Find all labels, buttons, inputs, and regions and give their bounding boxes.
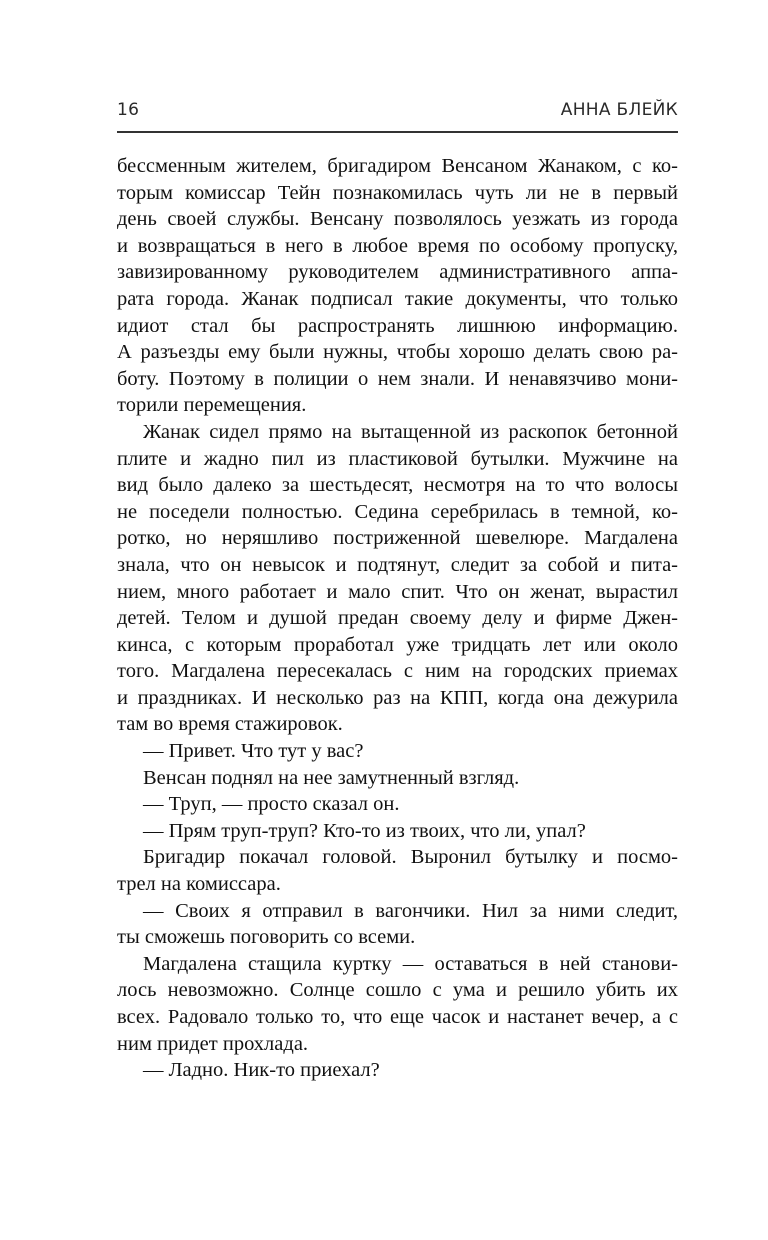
header-rule [117, 131, 678, 133]
text-line: Венсан поднял на нее замутненный взгляд. [143, 766, 520, 789]
text-line: — Привет. Что тут у вас? [143, 740, 364, 763]
text-line: Бригадир покачал головой. Выронил бутылку и посмо- [143, 846, 678, 869]
paragraph [117, 898, 678, 951]
text-line: — Своих я отправил в вагончики. Нил за ними следит, [143, 899, 678, 922]
text-line: и возвращаться в него в любое время по особому пропуску, [117, 234, 678, 257]
text-line: трел на комиссара. [117, 873, 281, 896]
author-name: АННА БЛЕЙК [560, 100, 678, 120]
text-line: знала, что он невысок и подтянут, следит за собой и пита- [117, 553, 678, 576]
text-line: Магдалена стащила куртку — оставаться в ней станови- [143, 952, 678, 975]
text-line: бессменным жителем, бригадиром Венсаном Жанаком, с ко- [117, 155, 678, 177]
paragraph [117, 791, 678, 818]
paragraph [117, 1057, 678, 1084]
text-line: боту. Поэтому в полиции о нем знали. И ненавязчиво мони- [117, 367, 678, 390]
text-line: — Прям труп-труп? Кто-то из твоих, что ли, упал? [143, 819, 586, 842]
text-line: торили перемещения. [117, 394, 307, 417]
running-head [117, 100, 678, 124]
text-line: всех. Радовало только то, что еще часок и настанет вечер, а с [117, 1006, 678, 1028]
text-line: А разъезды ему были нужны, чтобы хорошо делать свою ра- [117, 341, 678, 364]
text-line: того. Магдалена пересекалась с ним на городских приемах [117, 660, 678, 683]
text-line: детей. Телом и душой предан своему делу и фирме Джен- [117, 607, 678, 630]
text-line: завизированному руководителем административного аппа- [117, 261, 678, 284]
text-line: — Труп, — просто сказал он. [143, 793, 400, 816]
text-line: ним придет прохлада. [117, 1032, 309, 1055]
text-line: — Ладно. Ник-то приехал? [143, 1059, 380, 1082]
body-text [117, 153, 678, 1084]
text-line: день своей службы. Венсану позволялось уезжать из города [117, 208, 678, 231]
paragraph [117, 153, 678, 419]
paragraph [117, 818, 678, 845]
paragraph [117, 765, 678, 792]
paragraph [117, 844, 678, 897]
text-line: Жанак сидел прямо на вытащенной из раскопок бетонной [143, 420, 678, 443]
paragraph [117, 419, 678, 738]
text-line: и праздниках. И несколько раз на КПП, когда она дежурила [117, 686, 678, 709]
text-line: лось невозможно. Солнце сошло с ума и решило убить их [117, 979, 678, 1002]
paragraph [117, 951, 678, 1057]
paragraph [117, 738, 678, 765]
text-line: торым комиссар Тейн познакомилась чуть ли не в первый [117, 181, 678, 204]
text-line: не поседели полностью. Седина серебрилась в темной, ко- [117, 500, 678, 523]
text-line: плите и жадно пил из пластиковой бутылки. Мужчине на [117, 447, 678, 470]
text-line: вид было далеко за шестьдесят, несмотря на то что волосы [117, 474, 678, 497]
text-line: идиот стал бы распространять лишнюю информацию. [117, 314, 678, 337]
text-line: ты сможешь поговорить со всеми. [117, 926, 416, 949]
page-number: 16 [117, 100, 140, 120]
text-line: рата города. Жанак подписал такие документы, что только [117, 287, 678, 310]
text-line: кинса, с которым проработал уже тридцать лет или около [117, 633, 678, 656]
text-line: ротко, но неряшливо постриженной шевелюре. Магдалена [117, 527, 678, 550]
text-line: там во время стажировок. [117, 713, 343, 736]
text-line: нием, много работает и мало спит. Что он женат, вырастил [117, 580, 678, 603]
